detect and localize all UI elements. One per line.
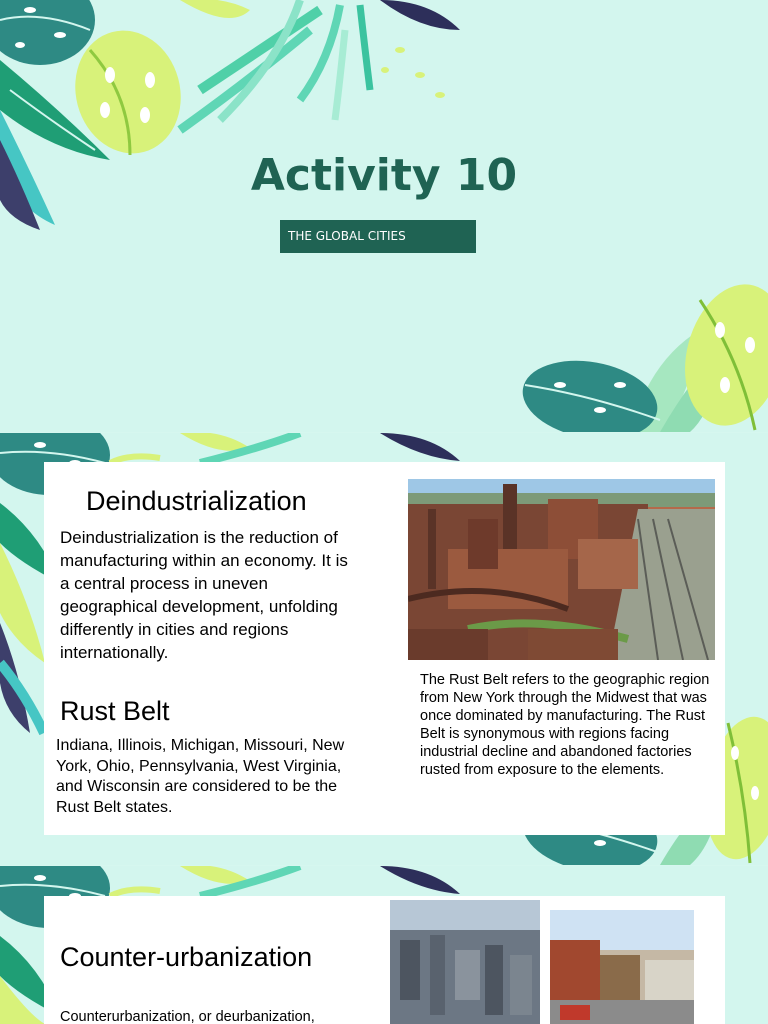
subtitle-banner: THE GLOBAL CITIES <box>280 220 476 253</box>
heading-rust-belt: Rust Belt <box>60 696 170 726</box>
steel-mill-photo <box>408 479 715 660</box>
street-image-icon <box>550 910 694 1024</box>
deindustrialization-slide <box>0 433 768 865</box>
heading-deindustrialization: Deindustrialization <box>86 486 307 516</box>
counter-urbanization-paragraph: Counterurbanization, or deurbanization, <box>60 1009 315 1024</box>
content-card <box>44 896 725 1024</box>
fern-leaf-icon <box>180 0 460 130</box>
monstera-leaf-icon <box>0 0 95 65</box>
deindustrialization-paragraph: Deindustrialization is the reduction of manufacturing within an economy. It is a central process in uneven geographical development, unfolding differently in cities and regions internationally. <box>60 528 348 662</box>
factory-image-icon <box>408 479 715 660</box>
city-image-icon <box>390 900 540 1024</box>
counter-urbanization-slide <box>0 866 768 1024</box>
title-slide <box>0 0 768 432</box>
slide-title: Activity 10 <box>250 150 518 201</box>
rust-belt-caption: The Rust Belt refers to the geographic region from New York through the Midwest that was once dominated by manufacturing. The Rust Belt is synonymous with regions facing industrial decline and abandoned factories rusted from exposure to the elements. <box>420 672 710 778</box>
tropical-leaves-decoration <box>0 0 768 432</box>
content-card <box>44 462 725 835</box>
rust-belt-paragraph: Indiana, Illinois, Michigan, Missouri, New York, Ohio, Pennsylvania, West Virginia, and Wisconsin are considered to be the Rust Belt states. <box>56 737 345 816</box>
fern-leaf-icon <box>110 866 460 896</box>
city-aerial-photo <box>390 900 540 1024</box>
street-photo <box>550 910 694 1024</box>
heading-counter-urbanization: Counter-urbanization <box>60 942 313 972</box>
fern-leaf-icon <box>110 433 460 463</box>
bottom-right-leaves-icon <box>516 273 768 432</box>
